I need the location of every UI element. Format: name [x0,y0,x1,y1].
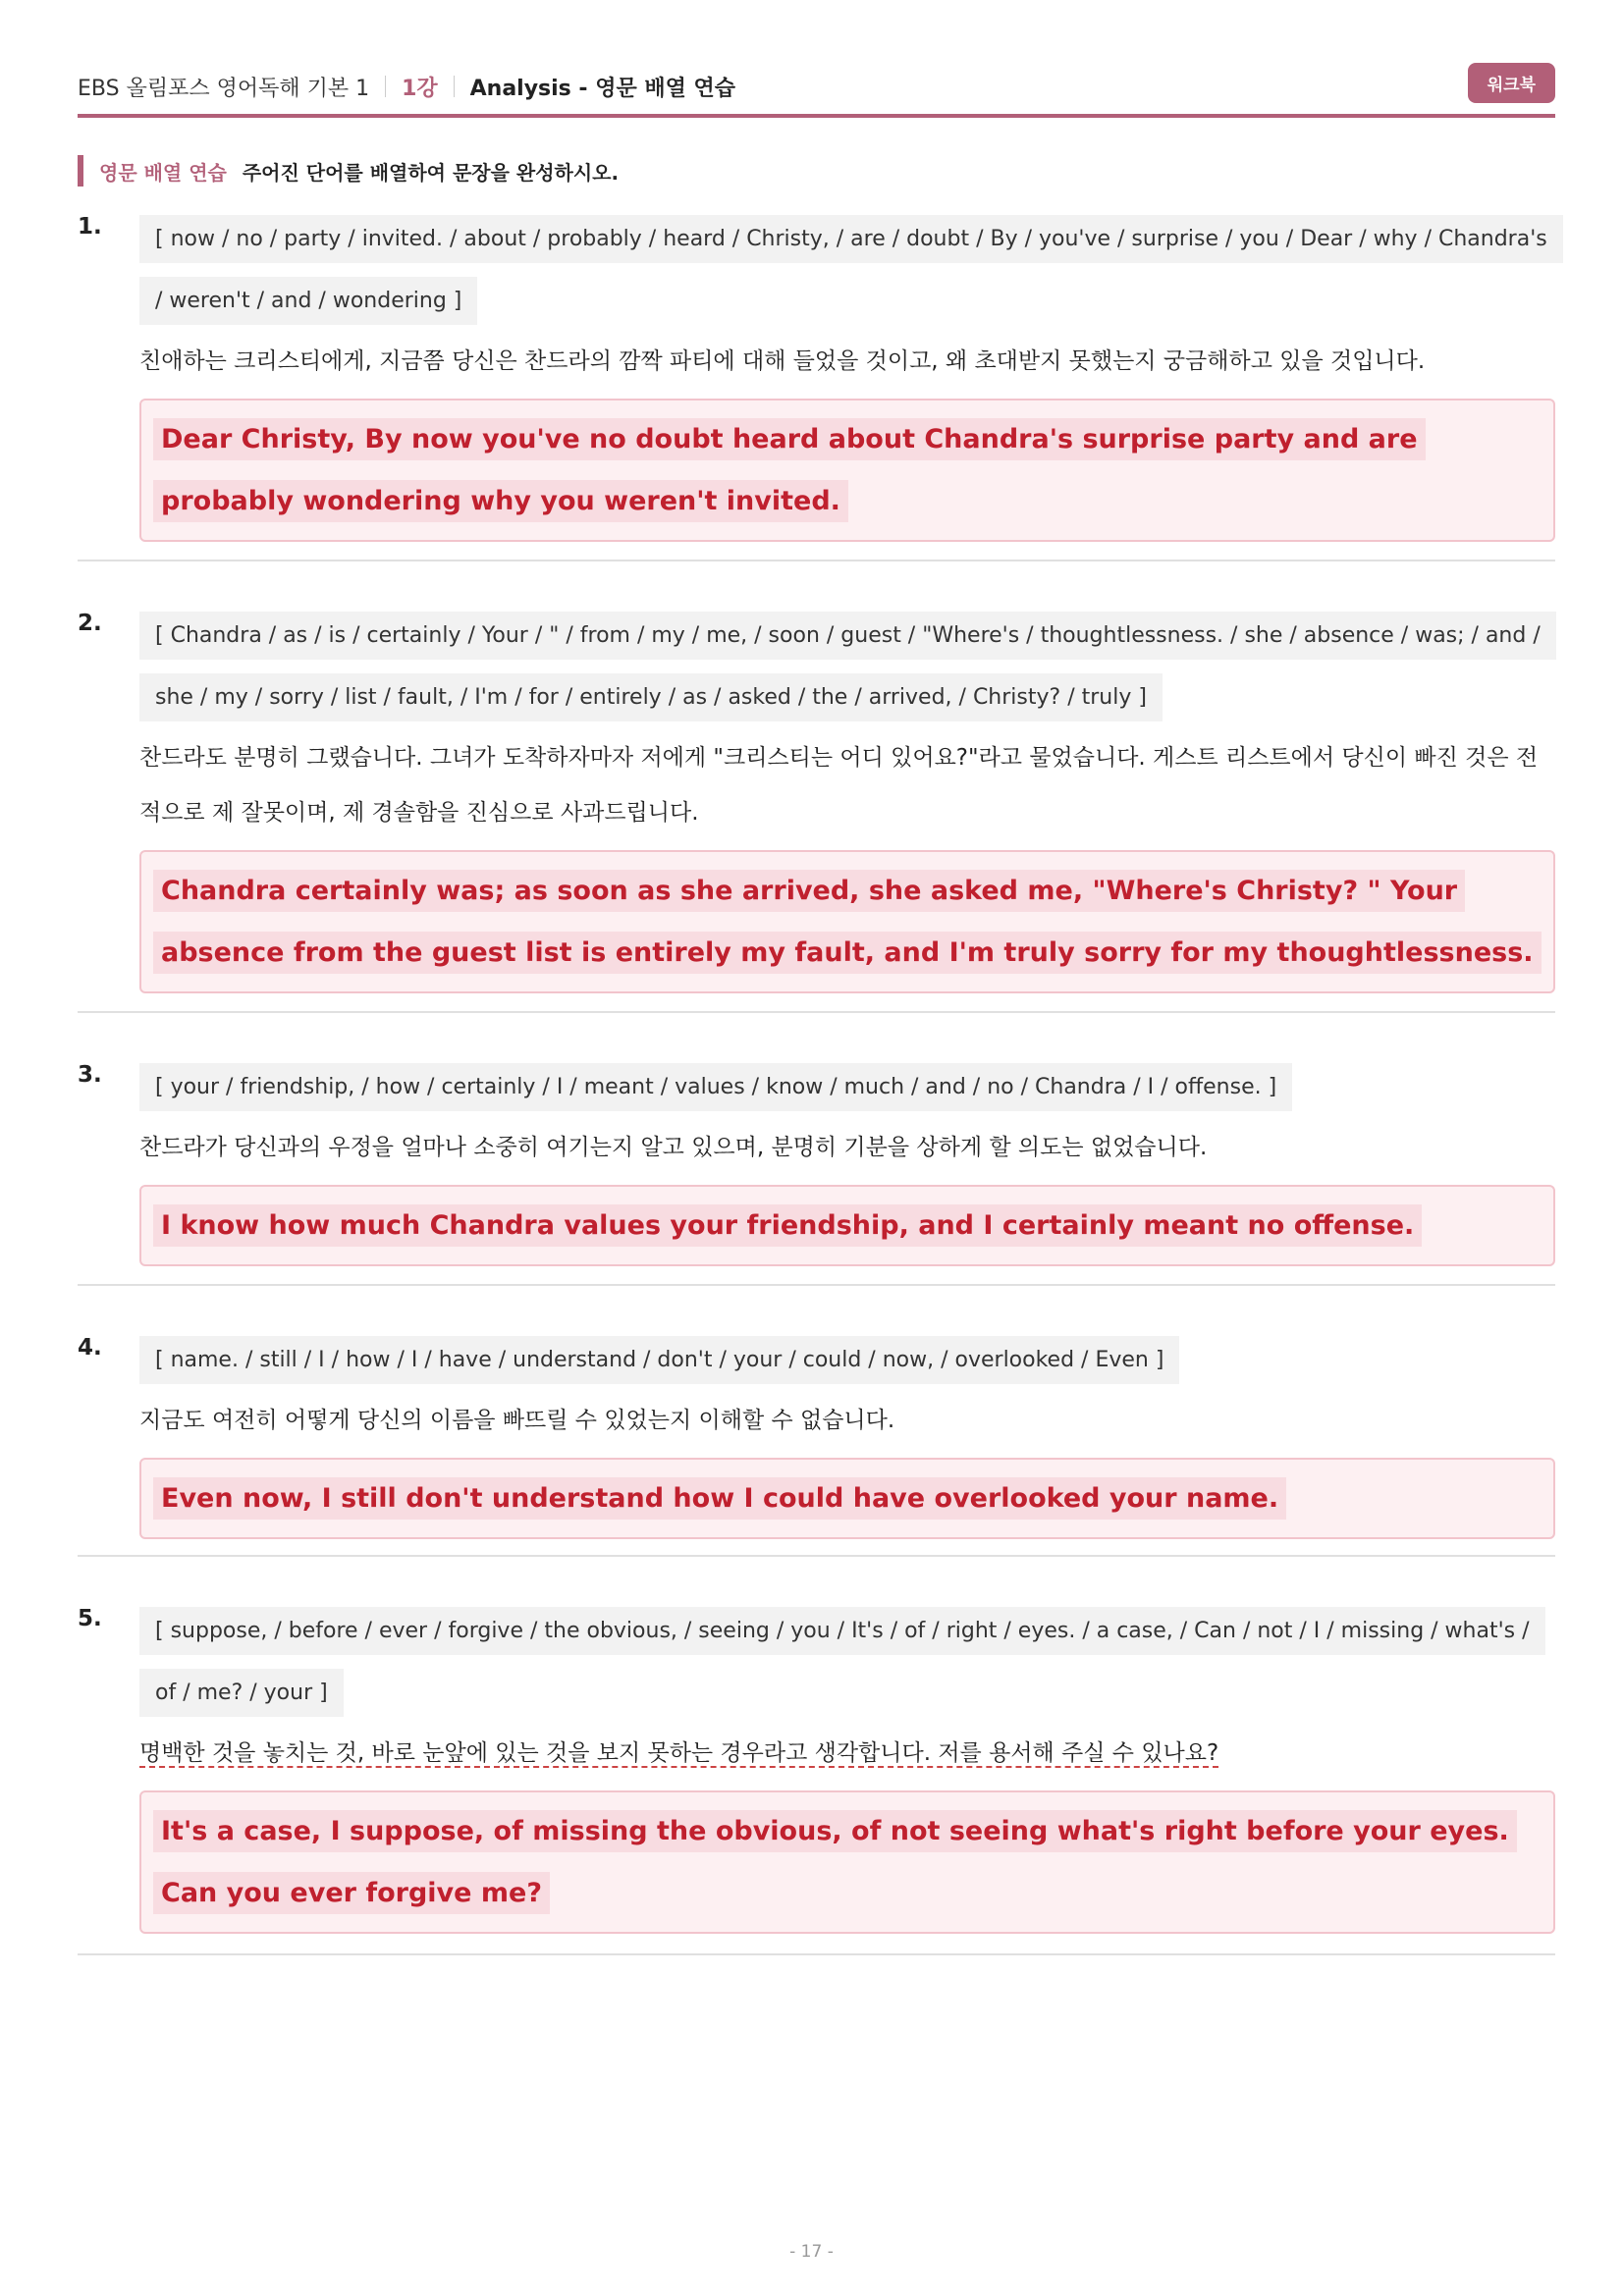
answer-text: It's a case, I suppose, of missing the obvious, of not seeing what's right before your eyes. Can you ever forgive me? [153,1810,1517,1914]
page-header [78,59,1555,118]
page-number: - 17 - [789,2242,834,2262]
answer-text: Dear Christy, By now you've no doubt heard about Chandra's surprise party and are probably wondering why you weren't invited. [153,418,1426,522]
answer-text: Even now, I still don't understand how I could have overlooked your name. [153,1477,1286,1520]
lesson-number: 1강 [402,76,438,101]
item-divider [78,560,1555,561]
exercise-item-2 [78,605,1555,993]
item-divider [78,1555,1555,1557]
item-divider [78,1953,1555,1955]
book-title: EBS 올림포스 영어독해 기본 1 [78,76,370,101]
exercise-item-4 [78,1329,1555,1539]
exercise-item-3 [78,1056,1555,1266]
item-number: 4. [78,1335,102,1361]
header-divider [454,76,455,97]
word-bank [139,1329,1555,1391]
exercise-item-1 [78,208,1555,542]
korean-translation [139,1726,1555,1781]
korean-translation: 지금도 여전히 어떻게 당신의 이름을 빠뜨릴 수 있었는지 이해할 수 없습니다. [139,1408,895,1433]
korean-translation: 찬드라가 당신과의 우정을 얼마나 소중히 여기는지 알고 있으며, 분명히 기분을 상하게 할 의도는 없었습니다. [139,1135,1208,1160]
item-divider [78,1284,1555,1286]
word-bank [139,1600,1555,1724]
answer-box [139,1458,1555,1539]
answer-box [139,850,1555,993]
word-bank-text: [ Chandra / as / is / certainly / Your / " / from / my / me, / soon / guest / "Where's / thoughtlessness. / she / absence / was; / and / she / my / sorry / list / fault, / I'm / for / entirely / as / asked / the / arrived, / Christy? / truly ] [139,612,1556,721]
item-number: 2. [78,611,102,636]
answer-text: Chandra certainly was; as soon as she arrived, she asked me, "Where's Christy? " Your absence from the guest list is entirely my fault, and I'm truly sorry for my thoughtlessness. [153,870,1542,974]
item-number: 3. [78,1062,102,1088]
item-number: 1. [78,214,102,240]
instruction-bar [78,155,619,187]
korean-translation: 찬드라도 분명히 그랬습니다. 그녀가 도착하자마자 저에게 "크리스티는 어디 있어요?"라고 물었습니다. 게스트 리스트에서 당신이 빠진 것은 전적으로 제 잘못이며, 제 경솔함을 진심으로 사과드립니다. [139,745,1539,826]
answer-text: I know how much Chandra values your friendship, and I certainly meant no offense. [153,1204,1422,1247]
answer-box [139,1790,1555,1934]
answer-box [139,1185,1555,1266]
word-bank-text: [ name. / still / I / how / I / have / understand / don't / your / could / now, / overlooked / Even ] [139,1336,1179,1384]
instruction-text: 주어진 단어를 배열하여 문장을 완성하시오. [242,160,620,185]
item-number: 5. [78,1606,102,1631]
item-divider [78,1011,1555,1013]
word-bank [139,208,1555,332]
workbook-badge: 워크북 [1468,63,1555,103]
word-bank [139,1056,1555,1118]
korean-translation: 친애하는 크리스티에게, 지금쯤 당신은 찬드라의 깜짝 파티에 대해 들었을 것이고, 왜 초대받지 못했는지 궁금해하고 있을 것입니다. [139,348,1426,374]
section-title: Analysis - 영문 배열 연습 [469,76,736,101]
word-bank-text: [ your / friendship, / how / certainly / I / meant / values / know / much / and / no / Chandra / I / offense. ] [139,1063,1292,1111]
answer-box [139,399,1555,542]
word-bank-text: [ now / no / party / invited. / about / probably / heard / Christy, / are / doubt / By / you've / surprise / you / Dear / why / Chandra's / weren't / and / wondering ] [139,215,1563,325]
word-bank [139,605,1555,728]
header-divider [385,76,386,97]
korean-translation-text: 명백한 것을 놓치는 것, 바로 눈앞에 있는 것을 보지 못하는 경우라고 생각합니다. 저를 용서해 주실 수 있나요? [139,1740,1219,1766]
instruction-label: 영문 배열 연습 [99,160,227,185]
word-bank-text: [ suppose, / before / ever / forgive / the obvious, / seeing / you / It's / of / right / eyes. / a case, / Can / not / I / missing / what's / of / me? / your ] [139,1607,1545,1717]
exercise-item-5 [78,1600,1555,1934]
